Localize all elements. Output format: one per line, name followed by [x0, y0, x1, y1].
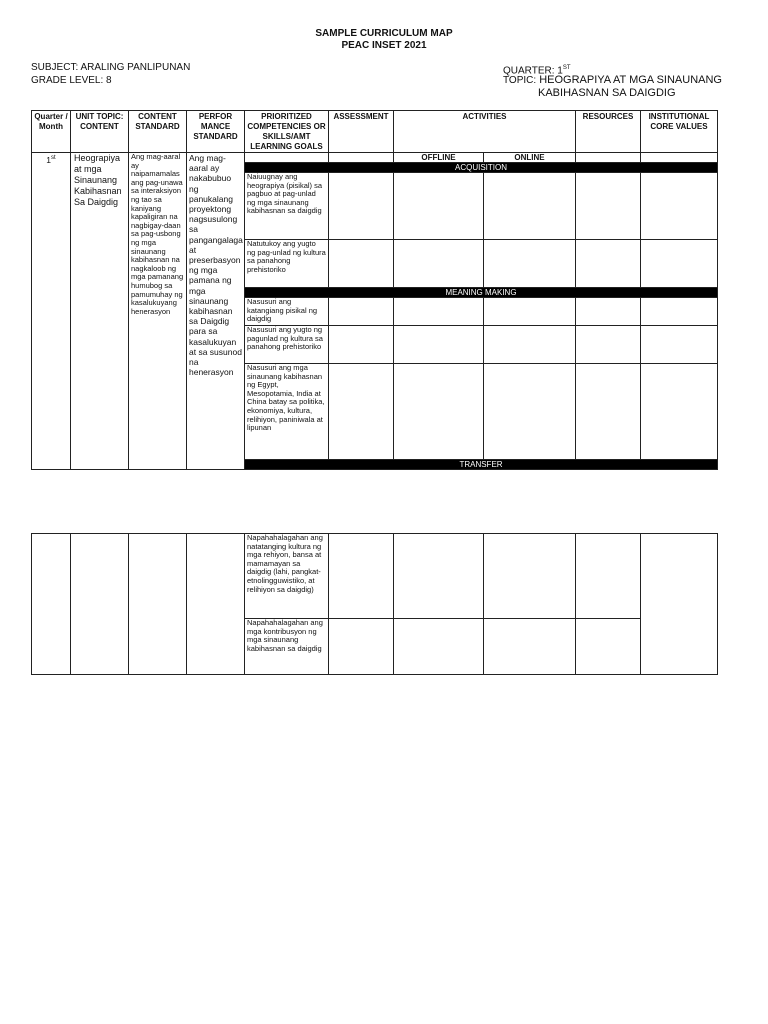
transfer-goal-1: Napahahalagahan ang natatanging kultura ng mga rehiyon, bansa at mamamayan sa daigdig (lahi, pangkat-etnolingguwistiko, at relihiyon sa daigdig) — [245, 534, 329, 619]
col-competencies: PRIORITIZED COMPETENCIES OR SKILLS/AMT LEARNING GOALS — [245, 111, 329, 153]
col-activities: ACTIVITIES — [394, 111, 576, 153]
acquisition-goal-2: Natutukoy ang yugto ng pag-unlad ng kultura sa panahong prehistoriko — [245, 240, 329, 288]
activities-online-header: ONLINE — [484, 153, 576, 163]
col-performance-standard: PERFOR MANCE STANDARD — [187, 111, 245, 153]
curriculum-map-table — [31, 110, 718, 470]
meaning-goal-2: Nasusuri ang yugto ng pagunlad ng kultura sa panahong prehistoriko — [245, 326, 329, 364]
col-content-standard: CONTENT STANDARD — [129, 111, 187, 153]
curriculum-map-table-continued — [31, 533, 718, 675]
meaning-goal-1: Nasusuri ang katangiang pisikal ng daigdig — [245, 298, 329, 326]
col-core-values: INSTITUTIONAL CORE VALUES — [641, 111, 718, 153]
col-resources: RESOURCES — [576, 111, 641, 153]
acquisition-band: ACQUISITION — [245, 163, 718, 173]
col-unit-topic: UNIT TOPIC: CONTENT — [71, 111, 129, 153]
resources-blank — [576, 153, 641, 163]
document-subtitle: PEAC INSET 2021 — [341, 40, 427, 51]
col-quarter: Quarter / Month — [32, 111, 71, 153]
quarter-label: QUARTER: 1ST — [503, 65, 571, 77]
topic-line-2: KABIHASNAN SA DAIGDIG — [538, 87, 676, 99]
transfer-band: TRANSFER — [245, 460, 718, 470]
topic-label: TOPIC: HEOGRAPIYA AT MGA SINAUNANG — [503, 74, 722, 86]
col-assessment: ASSESSMENT — [329, 111, 394, 153]
performance-standard-cell: Ang mag-aaral ay nakabubuo ng panukalang proyektong nagsusulong sa pangangalaga at preserbasyon ng mga pamana ng mga sinaunang kabihasnan sa Daigdig para sa kasalukuyan at sa susunod na henerasyon — [187, 153, 245, 470]
content-standard-cell: Ang mag-aaral ay naipamamalas ang pag-unawa sa interaksiyon ng tao sa kaniyang kapaligiran na nagbigay-daan sa pag-usbong ng mga sinaunang kabihasnan na nagkaloob ng mga pamanang humubog sa pamumuhay ng kasalukuyang henerasyon — [129, 153, 187, 470]
subject-label: SUBJECT: ARALING PANLIPUNAN — [31, 62, 191, 73]
quarter-cell: 1st — [32, 153, 71, 470]
competency-blank — [245, 153, 329, 163]
transfer-goal-2: Napahahalagahan ang mga kontribusyon ng mga sinaunang kabihasnan sa daigdig — [245, 619, 329, 675]
activities-offline-header: OFFLINE — [394, 153, 484, 163]
document-title: SAMPLE CURRICULUM MAP — [315, 28, 453, 39]
grade-level-label: GRADE LEVEL: 8 — [31, 75, 112, 86]
meaning-goal-3: Nasusuri ang mga sinaunang kabihasnan ng Egypt, Mesopotamia, India at China batay sa politika, ekonomiya, kultura, relihiyon, paniniwala at lipunan — [245, 364, 329, 460]
unit-topic-cell: Heograpiya at mga Sinaunang Kabihasnan Sa Daigdig — [71, 153, 129, 470]
meaning-making-band: MEANING MAKING — [245, 288, 718, 298]
acquisition-goal-1: Naiuugnay ang heograpiya (pisikal) sa pagbuo at pag-unlad ng mga sinaunang kabihasnan sa daigdig — [245, 173, 329, 240]
core-values-blank — [641, 153, 718, 163]
assessment-blank — [329, 153, 394, 163]
